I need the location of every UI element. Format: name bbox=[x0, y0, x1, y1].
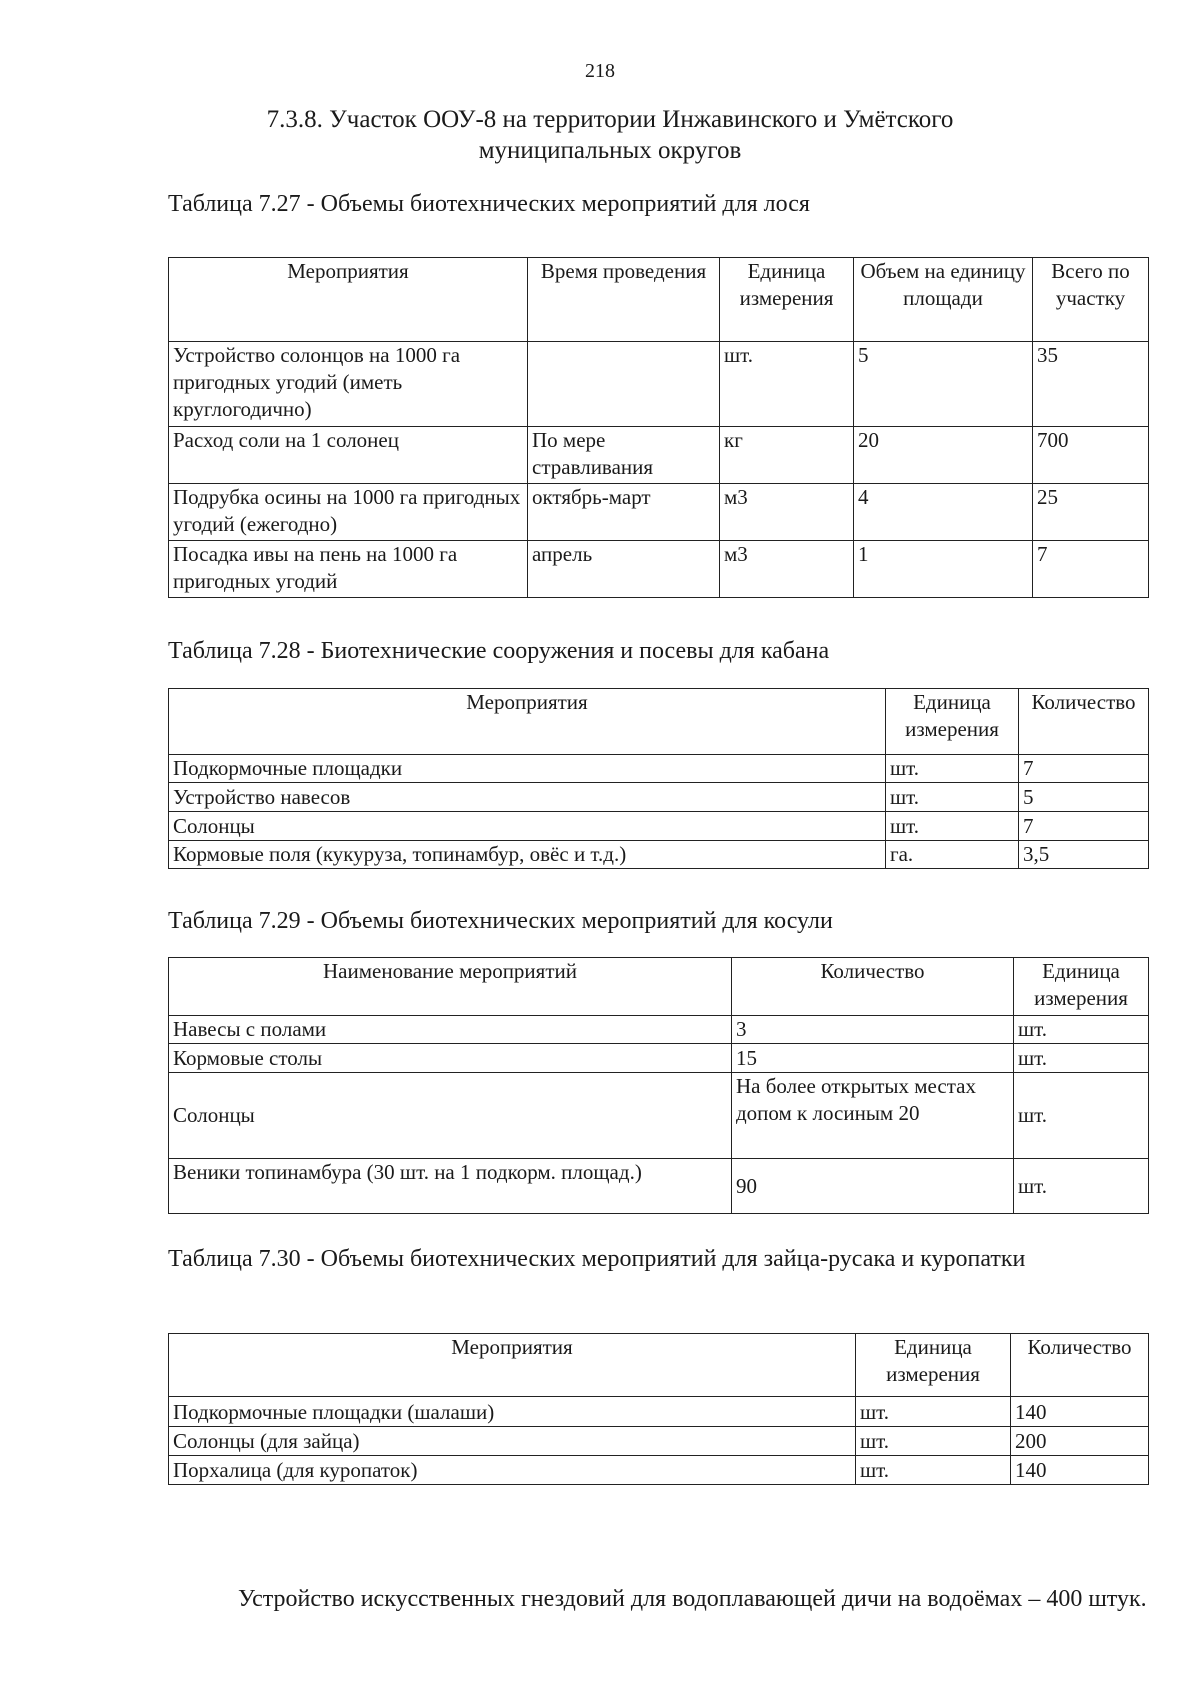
column-header: Объем на единицу площади bbox=[854, 258, 1033, 342]
table-7-30 bbox=[168, 1333, 1149, 1485]
column-header: Количество bbox=[1019, 689, 1149, 755]
column-header: Наименование мероприятий bbox=[169, 958, 732, 1016]
section-title-line1: 7.3.8. Участок ООУ-8 на территории Инжавинского и Умётского bbox=[266, 106, 954, 133]
table-cell: 5 bbox=[1019, 783, 1149, 812]
table-7-29-caption: Таблица 7.29 - Объемы биотехнических мероприятий для косули bbox=[168, 908, 833, 934]
table-cell: м3 bbox=[720, 541, 854, 598]
table-cell: 140 bbox=[1011, 1397, 1149, 1427]
table-cell: 5 bbox=[854, 342, 1033, 427]
column-header: Количество bbox=[732, 958, 1014, 1016]
table-cell: 35 bbox=[1033, 342, 1149, 427]
table-row bbox=[169, 1044, 1149, 1073]
column-header: Единица измерения bbox=[856, 1334, 1011, 1397]
table-row bbox=[169, 1427, 1149, 1456]
table-row bbox=[169, 1073, 1149, 1159]
table-cell: 3 bbox=[732, 1016, 1014, 1044]
table-header-row bbox=[169, 258, 1149, 342]
table-cell bbox=[528, 342, 720, 427]
table-7-27-caption: Таблица 7.27 - Объемы биотехнических мероприятий для лося bbox=[168, 191, 810, 217]
table-7-28-caption: Таблица 7.28 - Биотехнические сооружения и посевы для кабана bbox=[168, 638, 830, 664]
table-cell: Устройство навесов bbox=[169, 783, 886, 812]
table-cell: шт. bbox=[886, 783, 1019, 812]
table-cell: Порхалица (для куропаток) bbox=[169, 1456, 856, 1485]
table-cell: шт. bbox=[886, 812, 1019, 841]
table-row bbox=[169, 541, 1149, 598]
table-cell: На более открытых местах допом к лосиным 20 bbox=[732, 1073, 1014, 1159]
table-cell: шт. bbox=[886, 755, 1019, 783]
table-7-28 bbox=[168, 688, 1149, 869]
table-cell: шт. bbox=[856, 1456, 1011, 1485]
column-header: Единица измерения bbox=[1014, 958, 1149, 1016]
column-header: Время проведения bbox=[528, 258, 720, 342]
column-header: Единица измерения bbox=[720, 258, 854, 342]
table-7-30-caption: Таблица 7.30 - Объемы биотехнических мероприятий для зайца-русака и куропатки bbox=[168, 1246, 1026, 1272]
table-7-29 bbox=[168, 957, 1149, 1214]
table-cell: По мере стравливания bbox=[528, 427, 720, 484]
table-cell: Солонцы bbox=[169, 1073, 732, 1159]
table-cell: Устройство солонцов на 1000 га пригодных угодий (иметь круглогодично) bbox=[169, 342, 528, 427]
column-header: Единица измерения bbox=[886, 689, 1019, 755]
table-row bbox=[169, 484, 1149, 541]
table-cell: Кормовые поля (кукуруза, топинамбур, овёс и т.д.) bbox=[169, 841, 886, 869]
table-cell: Навесы с полами bbox=[169, 1016, 732, 1044]
table-cell: шт. bbox=[720, 342, 854, 427]
page-number: 218 bbox=[585, 60, 615, 82]
table-row bbox=[169, 812, 1149, 841]
table-cell: шт. bbox=[1014, 1044, 1149, 1073]
table-cell: кг bbox=[720, 427, 854, 484]
section-title bbox=[150, 104, 1070, 166]
table-cell: 7 bbox=[1033, 541, 1149, 598]
column-header: Мероприятия bbox=[169, 258, 528, 342]
table-row bbox=[169, 1456, 1149, 1485]
column-header: Всего по участку bbox=[1033, 258, 1149, 342]
table-cell: 1 bbox=[854, 541, 1033, 598]
table-cell: м3 bbox=[720, 484, 854, 541]
table-row bbox=[169, 755, 1149, 783]
table-header-row bbox=[169, 958, 1149, 1016]
table-cell: 200 bbox=[1011, 1427, 1149, 1456]
table-cell: Веники топинамбура (30 шт. на 1 подкорм. площад.) bbox=[169, 1159, 732, 1214]
column-header: Мероприятия bbox=[169, 689, 886, 755]
table-cell: Кормовые столы bbox=[169, 1044, 732, 1073]
table-cell: 7 bbox=[1019, 755, 1149, 783]
table-cell: Посадка ивы на пень на 1000 га пригодных угодий bbox=[169, 541, 528, 598]
column-header: Количество bbox=[1011, 1334, 1149, 1397]
table-cell: Подрубка осины на 1000 га пригодных угодий (ежегодно) bbox=[169, 484, 528, 541]
table-cell: Подкормочные площадки bbox=[169, 755, 886, 783]
table-cell: 25 bbox=[1033, 484, 1149, 541]
table-row bbox=[169, 1159, 1149, 1214]
table-cell: Солонцы (для зайца) bbox=[169, 1427, 856, 1456]
table-cell: 20 bbox=[854, 427, 1033, 484]
table-header-row bbox=[169, 1334, 1149, 1397]
table-cell: 7 bbox=[1019, 812, 1149, 841]
table-row bbox=[169, 841, 1149, 869]
table-cell: га. bbox=[886, 841, 1019, 869]
column-header: Мероприятия bbox=[169, 1334, 856, 1397]
table-cell: шт. bbox=[1014, 1073, 1149, 1159]
table-cell: 700 bbox=[1033, 427, 1149, 484]
table-cell: 90 bbox=[732, 1159, 1014, 1214]
table-row bbox=[169, 783, 1149, 812]
table-cell: Солонцы bbox=[169, 812, 886, 841]
table-cell: шт. bbox=[1014, 1016, 1149, 1044]
table-cell: октябрь-март bbox=[528, 484, 720, 541]
table-row bbox=[169, 342, 1149, 427]
table-7-27 bbox=[168, 257, 1149, 598]
section-title-line2: муниципальных округов bbox=[478, 137, 742, 164]
table-header-row bbox=[169, 689, 1149, 755]
table-row bbox=[169, 1397, 1149, 1427]
table-cell: Подкормочные площадки (шалаши) bbox=[169, 1397, 856, 1427]
table-cell: 15 bbox=[732, 1044, 1014, 1073]
table-cell: 3,5 bbox=[1019, 841, 1149, 869]
table-cell: шт. bbox=[1014, 1159, 1149, 1214]
table-cell: Расход соли на 1 солонец bbox=[169, 427, 528, 484]
table-cell: апрель bbox=[528, 541, 720, 598]
table-cell: 140 bbox=[1011, 1456, 1149, 1485]
table-cell: шт. bbox=[856, 1397, 1011, 1427]
table-row bbox=[169, 427, 1149, 484]
table-row bbox=[169, 1016, 1149, 1044]
table-cell: шт. bbox=[856, 1427, 1011, 1456]
closing-paragraph: Устройство искусственных гнездовий для водоплавающей дичи на водоёмах – 400 штук. bbox=[238, 1586, 1147, 1612]
table-cell: 4 bbox=[854, 484, 1033, 541]
